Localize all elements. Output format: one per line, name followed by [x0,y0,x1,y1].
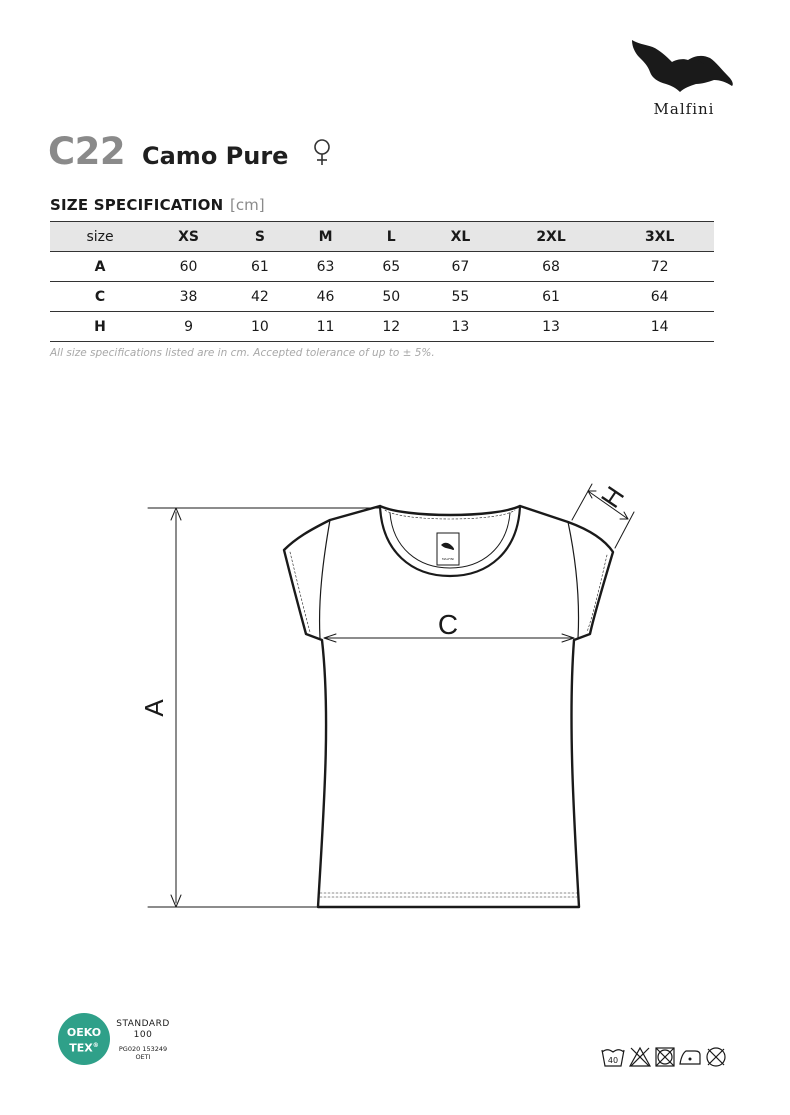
standard-number: 100 [133,1030,153,1040]
table-header-cell: S [227,222,293,252]
table-cell: 63 [293,252,359,282]
table-header-cell: L [358,222,424,252]
certificate-info [112,1045,174,1061]
table-cell: 61 [497,282,606,312]
brand-wordmark: Malfini [653,100,715,118]
table-cell: 10 [227,312,293,342]
certificate-institute: OETI [135,1053,151,1061]
no-tumble-dry-icon [656,1048,674,1066]
table-cell: 55 [424,282,497,312]
oeko-line2: TEX [69,1041,93,1055]
iron-low-icon [680,1051,700,1064]
table-cell: 46 [293,282,359,312]
label-c: C [437,609,459,640]
product-code: C22 [48,130,126,173]
table-cell: 14 [605,312,714,342]
standard-label [112,1019,174,1041]
product-name: Camo Pure [142,142,289,170]
table-cell: 38 [150,282,227,312]
table-header-cell: 2XL [497,222,606,252]
table-header-cell: XS [150,222,227,252]
table-header-cell: XL [424,222,497,252]
table-cell: 64 [605,282,714,312]
svg-text:MALFINI: MALFINI [441,557,455,561]
table-cell: 9 [150,312,227,342]
table-header-cell: size [50,222,150,252]
label-h: H [594,480,631,514]
table-cell: 42 [227,282,293,312]
table-cell: 13 [424,312,497,342]
table-cell: 65 [358,252,424,282]
label-a: A [139,699,169,717]
shirt-outline [284,506,613,907]
table-header-cell: M [293,222,359,252]
no-dry-clean-icon [707,1048,725,1066]
spec-title: SIZE SPECIFICATION [50,196,224,214]
certificate-id: PG020 153249 [118,1045,168,1053]
row-label: C [50,282,150,312]
table-cell: 61 [227,252,293,282]
table-cell: 60 [150,252,227,282]
table-header-cell: 3XL [605,222,714,252]
table-cell: 50 [358,282,424,312]
table-cell: 11 [293,312,359,342]
no-bleach-icon [630,1048,650,1066]
standard-text: STANDARD [116,1019,170,1029]
oeko-line1: OEKO [66,1026,102,1039]
spec-unit: [cm] [230,196,265,214]
tolerance-note: All size specifications listed are in cm. Accepted tolerance of up to ± 5%. [50,347,435,359]
table-cell: 72 [605,252,714,282]
table-cell: 12 [358,312,424,342]
table-cell: 13 [497,312,606,342]
table-cell: 67 [424,252,497,282]
table-cell: 68 [497,252,606,282]
row-label: H [50,312,150,342]
care-symbols [600,1044,742,1070]
wash-temp: 40 [607,1056,619,1065]
oeko-tex-badge: OEKO TEX® [58,1013,110,1065]
row-label: A [50,252,150,282]
